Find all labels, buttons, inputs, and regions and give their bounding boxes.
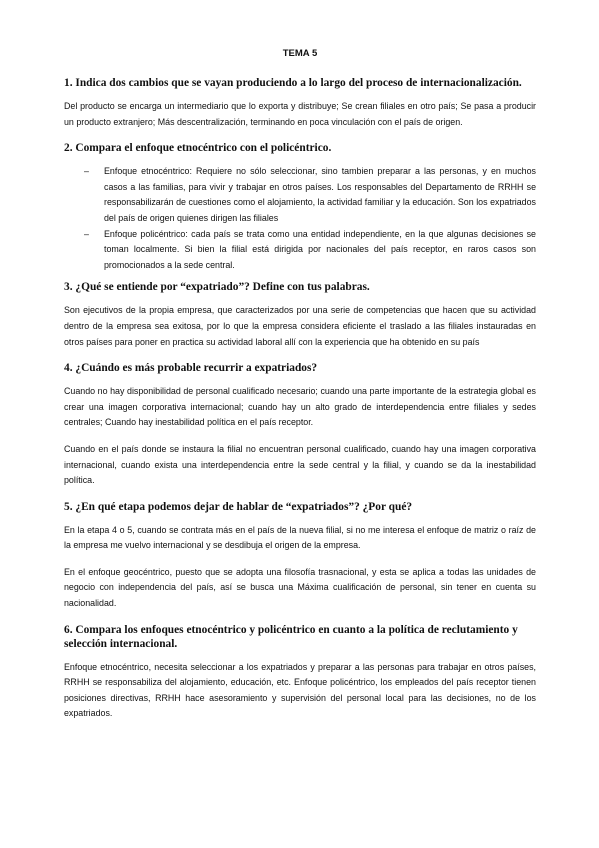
document-title: TEMA 5 — [282, 48, 318, 59]
question-2 — [64, 141, 536, 273]
list-item-etnocentrico: – Enfoque etnocéntrico: Requiere no sólo seleccionar, sino tambien preparar a las personas, y en muchos casos a las familias, para vivir y trabajar en otros países. Los responsables del Departamento de RRHH se responsabilizarán de cuestiones como el alojamiento, la actividad familiar y la educación. Son los expatriados del país de origen quienes dirigen las filiales — [104, 164, 536, 226]
question-6-answer: Enfoque etnocéntrico, necesita seleccionar a los expatriados y preparar a las personas para trabajar en otros países, RRHH se responsabiliza del alojamiento, educación, etc. Enfoque policéntrico, los empleados del país receptor tienen posiciones directivas, RRHH hace asesoramiento y supervisión del personal local para las decisiones, no de los expatriados. — [64, 661, 536, 719]
question-2-list — [64, 164, 536, 273]
list-item-policentrico: – Enfoque policéntrico: cada país se trata como una entidad independiente, en la que algunas decisiones se toman localmente. Si bien la filial está dirigida por nacionales del país receptor, en raros casos son promocionados a la sede central. — [104, 227, 536, 274]
question-5-answer-2: En el enfoque geocéntrico, puesto que se adopta una filosofía trasnacional, y esta se aplica a todas las unidades de negocio con independencia del país, así se busca una Máxima cualificación de personal, sin tener en cuenta su nacionalidad. — [64, 566, 536, 609]
question-6-heading: 6. Compara los enfoques etnocéntrico y policéntrico en cuanto a la política de reclutamiento y selección internacional. — [64, 623, 518, 650]
question-3 — [64, 280, 536, 350]
question-4-answer-1: Cuando no hay disponibilidad de personal cualificado necesario; cuando una parte importante de la estrategia global es crear una imagen corporativa internacional; cuando hay un alto grado de interdependencia entre filiales y sedes centrales; Cuando hay inestabilidad política en el país receptor. — [64, 386, 536, 428]
question-3-answer: Son ejecutivos de la propia empresa, que caracterizados por una serie de competencias que hacen que su actividad dentro de la empresa sea exitosa, por lo que la empresa considera eficiente el traslado a las filiales instauradas en otros países para poner en practica su actividad laboral allí con la experiencia que ha obtenido en su país — [64, 305, 536, 347]
question-3-heading: 3. ¿Qué se entiende por “expatriado”? Define con tus palabras. — [64, 281, 370, 294]
question-1-answer: Del producto se encarga un intermediario que lo exporta y distribuye; Se crean filiales en otro país; Se pasa a producir un producto extranjero; Más descentralización, terminando en poca vinculación con el país de origen. — [64, 101, 536, 127]
question-4 — [64, 361, 536, 489]
question-4-answer-2: Cuando en el país donde se instaura la filial no encuentran personal cualificado, cuando hay una imagen corporativa internacional, cuando exista una interdependencia entre la sede central y la filial, y cuando se da la inestabilidad política. — [64, 443, 536, 486]
question-5-answer-1: En la etapa 4 o 5, cuando se contrata más en el país de la nueva filial, si no me interesa el enfoque de matriz o raíz de la empresa me vuelvo internacional y se desdibuja el origen de la empresa. — [64, 524, 536, 551]
question-5 — [64, 500, 536, 612]
question-1 — [64, 76, 536, 130]
document-page — [64, 48, 536, 733]
question-5-heading: 5. ¿En qué etapa podemos dejar de hablar de “expatriados”? ¿Por qué? — [64, 500, 413, 513]
question-6 — [64, 623, 536, 722]
question-2-heading: 2. Compara el enfoque etnocéntrico con el policéntrico. — [64, 142, 332, 155]
question-1-heading: 1. Indica dos cambios que se vayan produciendo a lo largo del proceso de internacionalización. — [64, 77, 522, 89]
question-4-heading: 4. ¿Cuándo es más probable recurrir a expatriados? — [64, 362, 318, 375]
